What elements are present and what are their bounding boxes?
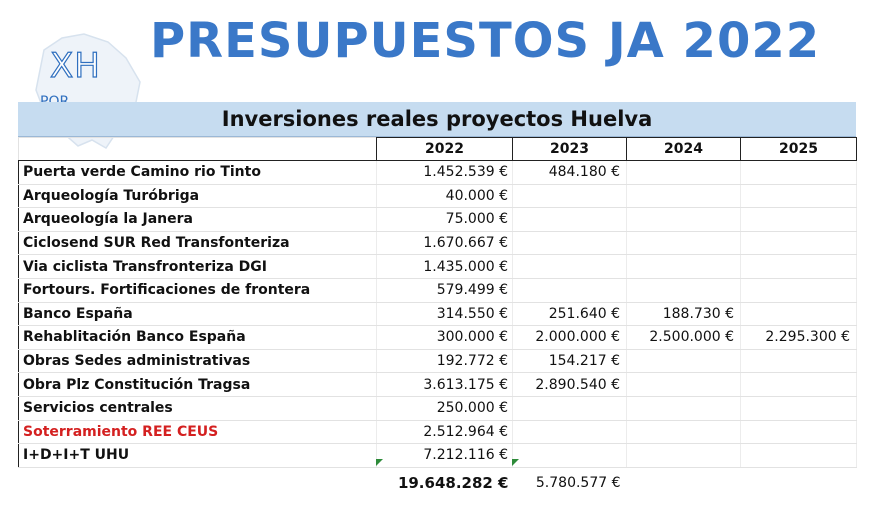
cell-2023: 2.890.540 € bbox=[513, 373, 627, 397]
header-row bbox=[19, 138, 857, 161]
cell-2022: 3.613.175 € bbox=[377, 373, 513, 397]
header-blank-cell bbox=[19, 138, 377, 161]
row-label: Fortours. Fortificaciones de frontera bbox=[19, 278, 377, 302]
cell-2024: 2.500.000 € bbox=[627, 326, 741, 350]
cell-2024 bbox=[627, 420, 741, 444]
table-row bbox=[19, 326, 857, 350]
cell-2022: 75.000 € bbox=[377, 208, 513, 232]
cell-2023 bbox=[513, 231, 627, 255]
cell-2025 bbox=[741, 349, 857, 373]
totals-row bbox=[19, 468, 857, 498]
cell-2023 bbox=[513, 420, 627, 444]
row-label: Obras Sedes administrativas bbox=[19, 349, 377, 373]
cell-2025 bbox=[741, 231, 857, 255]
cell-2024 bbox=[627, 349, 741, 373]
cell-2023 bbox=[513, 255, 627, 279]
cell-2024: 188.730 € bbox=[627, 302, 741, 326]
cell-2024 bbox=[627, 184, 741, 208]
cell-2022: 1.435.000 € bbox=[377, 255, 513, 279]
cell-2023: 484.180 € bbox=[513, 161, 627, 185]
cell-2023: 2.000.000 € bbox=[513, 326, 627, 350]
table-row bbox=[19, 396, 857, 420]
cell-2025 bbox=[741, 302, 857, 326]
cell-2023 bbox=[513, 278, 627, 302]
cell-2025 bbox=[741, 396, 857, 420]
header-year-2024: 2024 bbox=[627, 138, 741, 161]
cell-2024 bbox=[627, 444, 741, 468]
total-2022: 19.648.282 € bbox=[397, 473, 509, 492]
cell-2023 bbox=[513, 184, 627, 208]
row-label: Servicios centrales bbox=[19, 396, 377, 420]
total-2023: 5.780.577 € bbox=[535, 474, 621, 491]
cell-2022: 300.000 € bbox=[377, 326, 513, 350]
row-label: Banco España bbox=[19, 302, 377, 326]
row-label: Arqueología Turóbriga bbox=[19, 184, 377, 208]
cell-2022: 2.512.964 € bbox=[377, 420, 513, 444]
table-row bbox=[19, 444, 857, 468]
cell-2025 bbox=[741, 255, 857, 279]
row-label: I+D+I+T UHU bbox=[19, 444, 377, 468]
cell-2022: 40.000 € bbox=[377, 184, 513, 208]
totals-blank bbox=[19, 468, 377, 498]
cell-2023 bbox=[513, 208, 627, 232]
totals-blank bbox=[741, 468, 857, 498]
header-year-2023: 2023 bbox=[513, 138, 627, 161]
investments-grid bbox=[18, 137, 857, 498]
cell-2025 bbox=[741, 444, 857, 468]
row-label: Ciclosend SUR Red Transfonteriza bbox=[19, 231, 377, 255]
table-row bbox=[19, 208, 857, 232]
row-label: Soterramiento REE CEUS bbox=[19, 420, 377, 444]
cell-2025: 2.295.300 € bbox=[741, 326, 857, 350]
cell-2022: 314.550 € bbox=[377, 302, 513, 326]
table-row bbox=[19, 255, 857, 279]
cell-marker-icon bbox=[512, 459, 519, 466]
cell-2023 bbox=[513, 444, 627, 468]
header-year-2025: 2025 bbox=[741, 138, 857, 161]
cell-2022: 1.670.667 € bbox=[377, 231, 513, 255]
cell-2025 bbox=[741, 184, 857, 208]
cell-2022: 192.772 € bbox=[377, 349, 513, 373]
cell-2024 bbox=[627, 255, 741, 279]
cell-2024 bbox=[627, 208, 741, 232]
cell-2022: 7.212.116 € bbox=[377, 444, 513, 468]
row-label: Arqueología la Janera bbox=[19, 208, 377, 232]
row-label: Rehablitación Banco España bbox=[19, 326, 377, 350]
page-title: PRESUPUESTOS JA 2022 bbox=[150, 13, 821, 69]
cell-2023: 154.217 € bbox=[513, 349, 627, 373]
cell-2024 bbox=[627, 278, 741, 302]
row-label: Via ciclista Transfronteriza DGI bbox=[19, 255, 377, 279]
table-row bbox=[19, 161, 857, 185]
row-label: Puerta verde Camino rio Tinto bbox=[19, 161, 377, 185]
table-row bbox=[19, 349, 857, 373]
row-label: Obra Plz Constitución Tragsa bbox=[19, 373, 377, 397]
header-year-2022: 2022 bbox=[377, 138, 513, 161]
cell-marker-icon bbox=[376, 459, 383, 466]
table-row bbox=[19, 184, 857, 208]
totals-blank bbox=[627, 468, 741, 498]
cell-2025 bbox=[741, 373, 857, 397]
table-row bbox=[19, 278, 857, 302]
cell-2025 bbox=[741, 161, 857, 185]
cell-2022: 250.000 € bbox=[377, 396, 513, 420]
table-row bbox=[19, 373, 857, 397]
cell-2024 bbox=[627, 373, 741, 397]
table-row bbox=[19, 231, 857, 255]
cell-2022: 579.499 € bbox=[377, 278, 513, 302]
cell-2024 bbox=[627, 396, 741, 420]
cell-2024 bbox=[627, 161, 741, 185]
cell-2024 bbox=[627, 231, 741, 255]
table-row bbox=[19, 302, 857, 326]
cell-2023: 251.640 € bbox=[513, 302, 627, 326]
logo-xh: XH bbox=[50, 46, 101, 86]
cell-2023 bbox=[513, 396, 627, 420]
table-banner: Inversiones reales proyectos Huelva bbox=[18, 102, 856, 137]
table-row bbox=[19, 420, 857, 444]
cell-2025 bbox=[741, 208, 857, 232]
cell-2025 bbox=[741, 278, 857, 302]
cell-2025 bbox=[741, 420, 857, 444]
investments-table bbox=[18, 102, 856, 498]
cell-2022: 1.452.539 € bbox=[377, 161, 513, 185]
